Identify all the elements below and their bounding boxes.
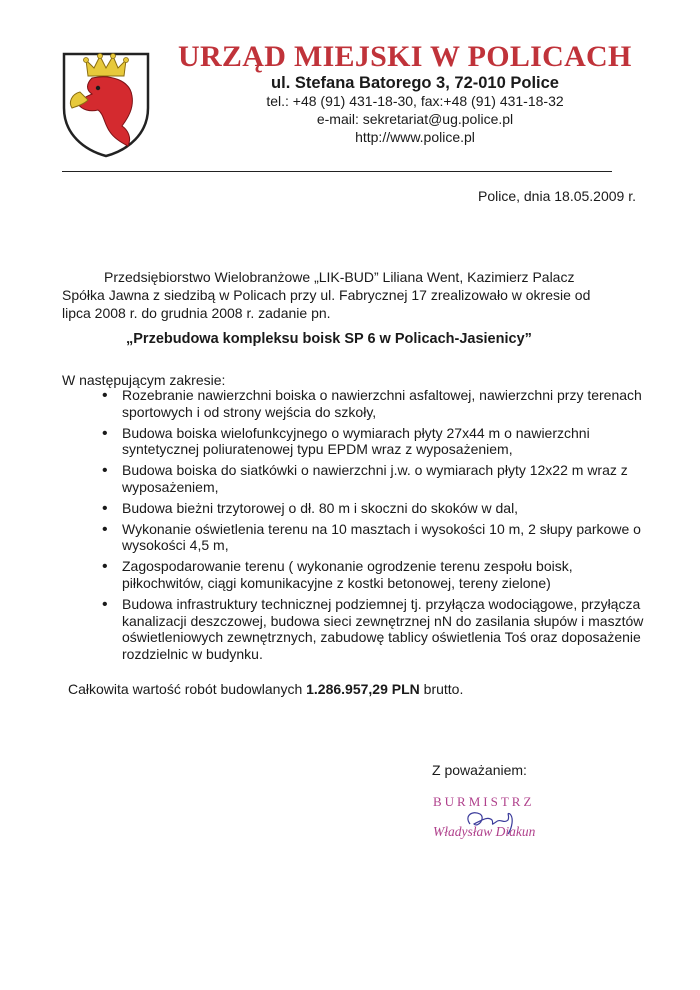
- bullet-icon: •: [102, 499, 108, 517]
- list-item-text: Budowa boiska wielofunkcyjnego o wymiarach płyty 27x44 m o nawierzchni syntetycznej poliuratenowej typu EPDM wraz z wyposażeniem,: [122, 424, 590, 458]
- bullet-icon: •: [102, 595, 108, 613]
- organization-name: URZĄD MIEJSKI W POLICACH: [178, 40, 632, 73]
- organization-phone-fax: tel.: +48 (91) 431-18-30, fax:+48 (91) 431-18-32: [266, 93, 564, 109]
- list-item-text: Budowa bieżni trzytorowej o dł. 80 m i skoczni do skoków w dal,: [122, 499, 519, 516]
- scope-heading: W następującym zakresie:: [62, 372, 226, 388]
- letter-date: Police, dnia 18.05.2009 r.: [477, 188, 636, 204]
- bullet-icon: •: [102, 520, 108, 538]
- list-item: [98, 558, 646, 592]
- bullet-icon: •: [102, 387, 108, 404]
- closing-salutation: Z poważaniem:: [432, 762, 527, 778]
- list-item-text: Budowa infrastruktury technicznej podziemnej tj. przyłącza wodociągowe, przyłącza kanalizacji deszczowej, budowa sieci zewnętrznej nN do zasilania słupów i masztów oświetleniowych zewnętrznych, zabudowę tablicy oświetlenia Toś oraz doposażenie rozdzielnic w budynku.: [122, 595, 644, 663]
- list-item-text: Zagospodarowanie terenu ( wykonanie ogrodzenie terenu zespołu boisk, piłkochwitów, ciągi komunikacyjne z kostki betonowej, tereny zielone): [122, 558, 573, 591]
- organization-address: ul. Stefana Batorego 3, 72-010 Police: [271, 74, 559, 92]
- list-item-text: Wykonanie oświetlenia terenu na 10 masztach i wysokości 10 m, 2 słupy parkowe o wysokości 4,5 m,: [122, 520, 641, 554]
- organization-website: http://www.police.pl: [355, 129, 475, 145]
- total-value: 1.286.957,29 PLN: [306, 681, 420, 697]
- stamp-title: BURMISTRZ: [433, 794, 535, 809]
- list-item-text: Budowa boiska do siatkówki o nawierzchni j.w. o wymiarach płyty 12x22 m wraz z wyposażeniem,: [122, 462, 628, 495]
- bullet-icon: •: [102, 462, 108, 480]
- total-suffix: brutto.: [423, 681, 464, 697]
- stamp-name: Władysław Diakun: [433, 824, 536, 839]
- list-item: [98, 500, 646, 517]
- list-item: [98, 521, 646, 555]
- project-title: „Przebudowa kompleksu boisk SP 6 w Policach-Jasienicy”: [126, 331, 532, 347]
- total-value-line: [68, 681, 463, 697]
- bullet-icon: •: [102, 558, 108, 576]
- organization-email: e-mail: sekretariat@ug.police.pl: [316, 111, 514, 127]
- bullet-icon: •: [102, 424, 108, 442]
- letter-intro: Przedsiębiorstwo Wielobranżowe „LIK-BUD” Liliana Went, Kazimierz Palacz Spółka Jawna z siedzibą w Policach przy ul. Fabrycznej 17 zrealizowało w okresie od lipca 2008 r. do grudnia 2008 r. zadanie pn.: [62, 269, 591, 321]
- scope-list: [98, 387, 646, 667]
- list-item: [98, 596, 646, 663]
- header-divider: [62, 171, 612, 172]
- list-item-text: Rozebranie nawierzchni boiska o nawierzchni asfaltowej, nawierzchni przy terenach sportowych i od strony wejścia do szkoły,: [122, 387, 642, 420]
- list-item: [98, 387, 646, 421]
- list-item: [98, 425, 646, 459]
- total-prefix: Całkowita wartość robót budowlanych: [68, 681, 303, 697]
- list-item: [98, 462, 646, 496]
